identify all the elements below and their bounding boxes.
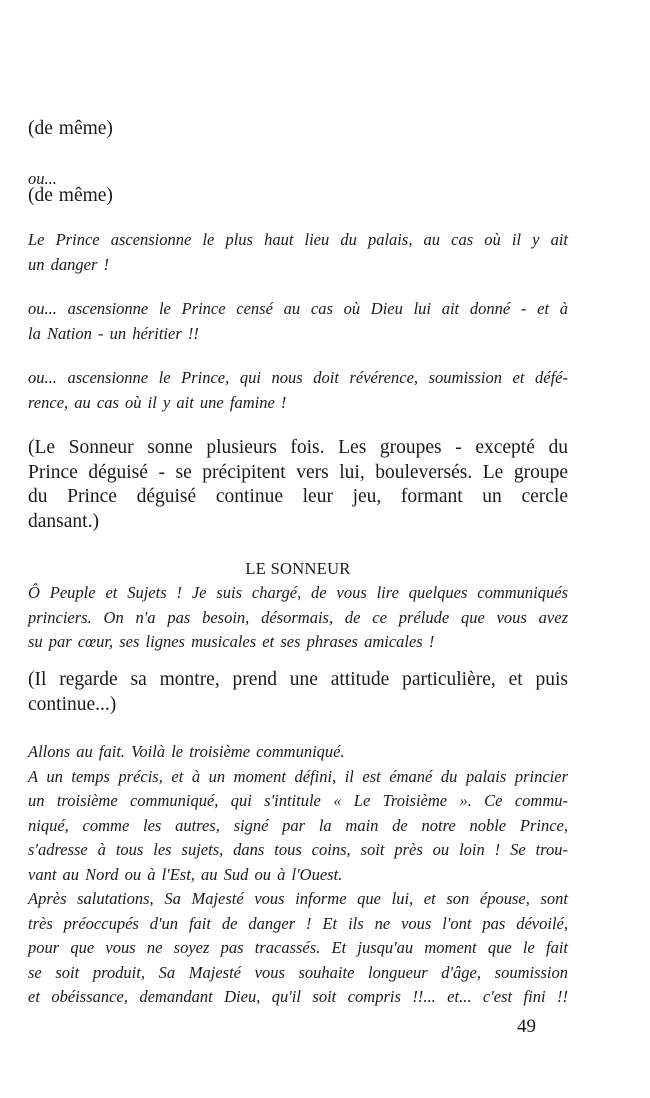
text-line: A un temps précis, et à un moment défini, il est émané du palais princier xyxy=(28,766,568,786)
text-line: Prince déguisé - se précipitent vers lui, bouleversés. Le groupe xyxy=(28,461,568,483)
text-line: princiers. On n'a pas besoin, désormais, de ce prélude que vous avez xyxy=(28,607,568,627)
stage-direction-sonneur-sonne xyxy=(28,436,568,534)
stage-direction-montre xyxy=(28,668,568,717)
text-line: Ô Peuple et Sujets ! Je suis chargé, de vous lire quelques communiqués xyxy=(28,583,568,602)
text-line: continue...) xyxy=(28,693,117,715)
text-line: un danger ! xyxy=(28,254,109,274)
dialogue-sonneur-intro xyxy=(28,581,568,655)
text-line: la Nation - un héritier !! xyxy=(28,323,199,343)
text-line: vant au Nord ou à l'Est, au Sud ou à l'Ouest. xyxy=(28,864,343,884)
text-line: rence, au cas où il y ait une famine ! xyxy=(28,392,287,412)
text-line: su par cœur, ses lignes musicales et ses phrases amicales ! xyxy=(28,632,435,651)
dialogue-prince-danger xyxy=(28,228,568,277)
text-line: et obéissance, demandant Dieu, qu'il soit compris !!... et... c'est fini !! xyxy=(28,987,568,1006)
dialogue-prince-heritier xyxy=(28,297,568,346)
text-line: niqué, comme les autres, signé par la main de notre noble Prince, xyxy=(28,815,568,835)
stage-text: (de même) xyxy=(28,185,113,206)
text-line: pour que vous ne soyez pas tracassés. Et jusqu'au moment que le fait xyxy=(28,938,568,957)
text-line: un troisième communiqué, qui s'intitule « Le Troisième ». Ce commu- xyxy=(28,791,568,810)
stage-text: (de même) xyxy=(28,118,113,139)
speaker-label: LE SONNEUR xyxy=(245,559,351,578)
text-line: ou... ascensionne le Prince censé au cas où Dieu lui ait donné - et à xyxy=(28,299,568,318)
text-line: très préoccupés d'un fait de danger ! Et ils ne vous l'ont pas dévoilé, xyxy=(28,913,568,933)
text-line: Le Prince ascensionne le plus haut lieu du palais, au cas où il y ait xyxy=(28,230,568,249)
text-line: Après salutations, Sa Majesté vous informe que lui, et son épouse, sont xyxy=(28,889,568,908)
page-number: 49 xyxy=(517,1016,536,1037)
text-line: dansant.) xyxy=(28,510,99,532)
dialogue-prince-famine xyxy=(28,366,568,415)
stage-direction-de-meme-2 xyxy=(28,180,568,205)
text-line: s'adresse à tous les sujets, dans tous coins, soit près ou loin ! Se trou- xyxy=(28,840,568,859)
dialogue-troisieme-communique xyxy=(28,740,568,1010)
stage-direction-de-meme-1 xyxy=(28,117,568,142)
dialogue-text: ou... xyxy=(28,169,57,188)
text-line: se soit produit, Sa Majesté vous souhaite longueur d'âge, soumission xyxy=(28,962,568,982)
text-line: Allons au fait. Voilà le troisième communiqué. xyxy=(28,742,345,761)
text-line: (Il regarde sa montre, prend une attitude particulière, et puis xyxy=(28,669,568,690)
text-line: du Prince déguisé continue leur jeu, formant un cercle xyxy=(28,486,568,507)
text-line: (Le Sonneur sonne plusieurs fois. Les groupes - excepté du xyxy=(28,437,568,458)
text-line: ou... ascensionne le Prince, qui nous doit révérence, soumission et défé- xyxy=(28,368,568,387)
speaker-name xyxy=(28,558,568,580)
